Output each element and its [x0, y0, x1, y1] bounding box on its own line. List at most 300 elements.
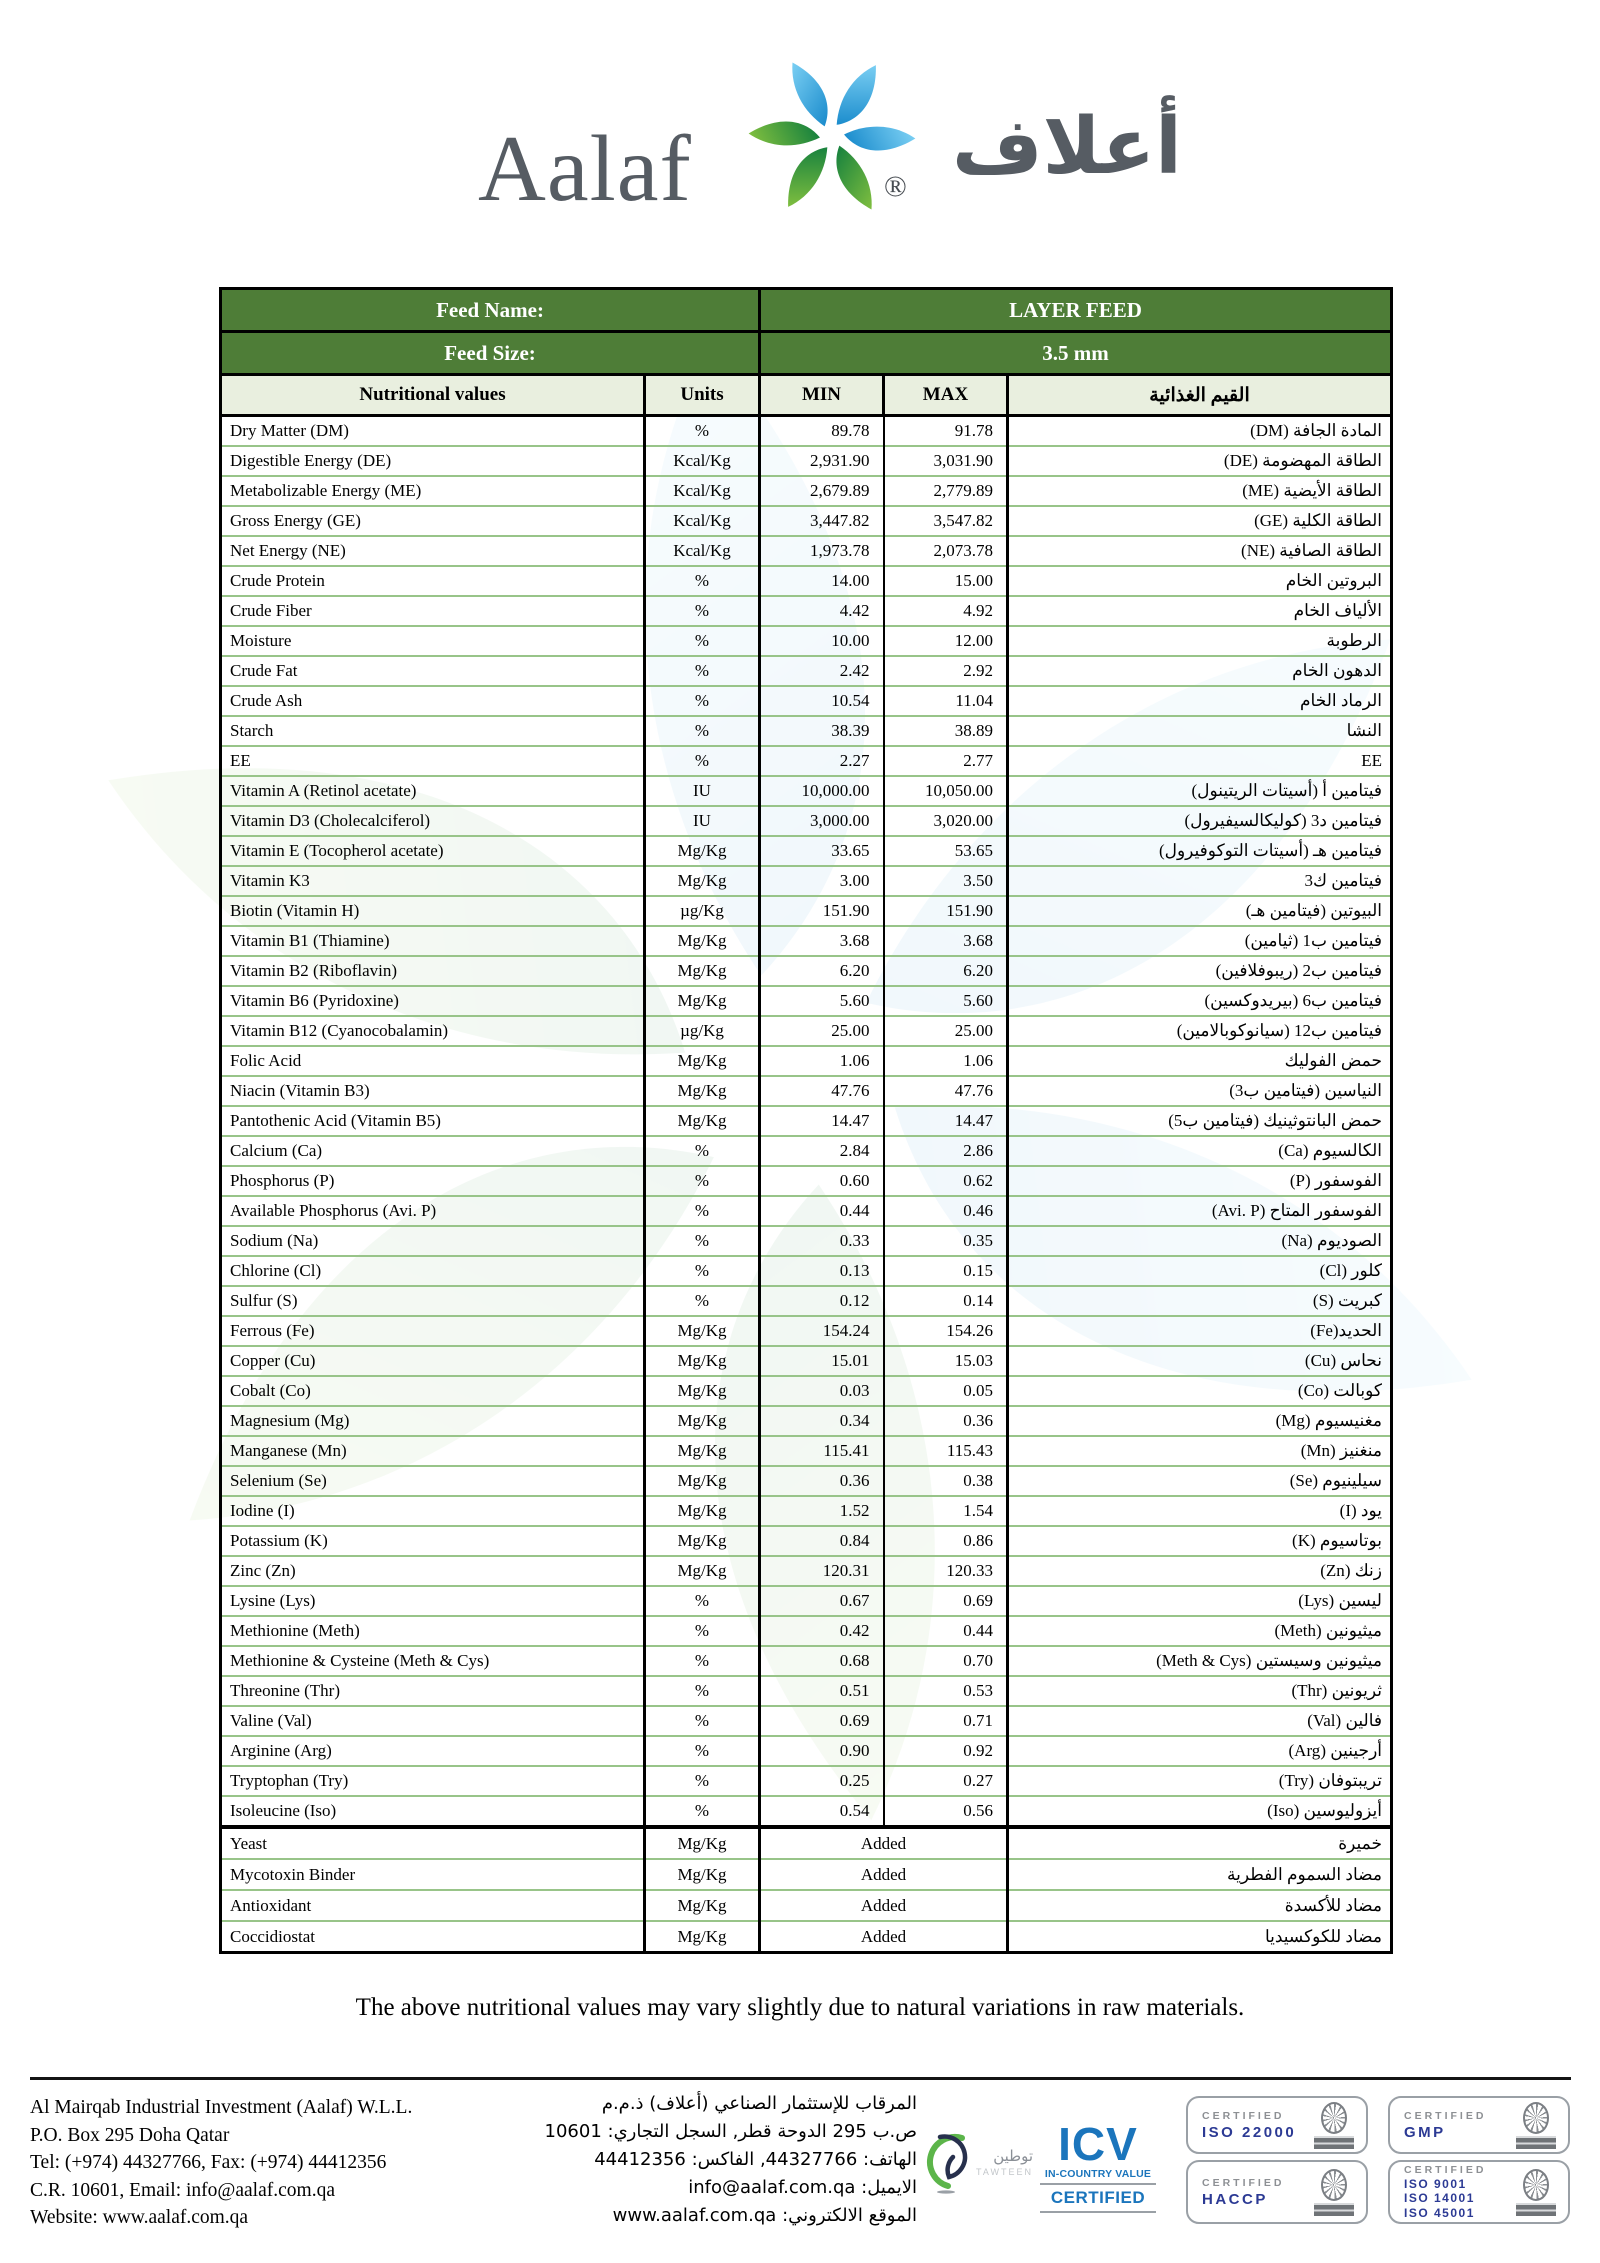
- additive-units: Mg/Kg: [645, 1890, 760, 1921]
- nutrient-units: IU: [645, 806, 760, 836]
- nutrient-name: Metabolizable Energy (ME): [221, 476, 645, 506]
- nutrient-name: Vitamin B2 (Riboflavin): [221, 956, 645, 986]
- icv-certified-logo: [1040, 2118, 1156, 2216]
- nutrient-units: %: [645, 1766, 760, 1796]
- table-row: [221, 1286, 1392, 1316]
- nutrient-min-value: 0.44: [760, 1196, 884, 1226]
- nutrient-arabic-name: فيتامين د3 (كوليكالسيفيرول): [1008, 806, 1392, 836]
- nutrient-units: %: [645, 1166, 760, 1196]
- table-row: [221, 536, 1392, 566]
- nutrient-min-value: 4.42: [760, 596, 884, 626]
- nutrient-units: Mg/Kg: [645, 1436, 760, 1466]
- nutrient-max-value: 2,779.89: [884, 476, 1008, 506]
- certification-badge: [1388, 2160, 1570, 2224]
- nutrient-min-value: 33.65: [760, 836, 884, 866]
- nutrient-arabic-name: النشا: [1008, 716, 1392, 746]
- nutrient-arabic-name: الفوسفور المتاح (Avi. P): [1008, 1196, 1392, 1226]
- nutrient-arabic-name: حمض البانتوثينيك (فيتامين ب5): [1008, 1106, 1392, 1136]
- nutrient-units: µg/Kg: [645, 896, 760, 926]
- nutrient-name: Crude Fat: [221, 656, 645, 686]
- additive-value: Added: [760, 1921, 1008, 1953]
- nutrient-max-value: 14.47: [884, 1106, 1008, 1136]
- table-row: [221, 746, 1392, 776]
- column-header-row: [221, 375, 1392, 416]
- nutrient-max-value: 0.38: [884, 1466, 1008, 1496]
- nutrient-name: Vitamin D3 (Cholecalciferol): [221, 806, 645, 836]
- table-row: [221, 896, 1392, 926]
- feed-name-row: [221, 289, 1392, 332]
- badge-standard-names: ISO 9001 ISO 14001 ISO 45001: [1404, 2177, 1475, 2220]
- nutrient-name: Pantothenic Acid (Vitamin B5): [221, 1106, 645, 1136]
- disclaimer-note: The above nutritional values may vary slightly due to natural variations in raw materials.: [355, 1994, 1245, 2021]
- nutrient-name: Vitamin B6 (Pyridoxine): [221, 986, 645, 1016]
- footer-divider-line: [30, 2077, 1571, 2080]
- nutrient-max-value: 0.92: [884, 1736, 1008, 1766]
- badge-certified-label: CERTIFIED: [1202, 2109, 1285, 2122]
- feed-name-label: Feed Name:: [221, 289, 760, 332]
- badge-standard-names: ISO 22000: [1202, 2123, 1297, 2141]
- table-row: [221, 1226, 1392, 1256]
- nutrient-min-value: 0.67: [760, 1586, 884, 1616]
- nutrient-min-value: 1,973.78: [760, 536, 884, 566]
- nutrient-arabic-name: فيتامين ب2 (ريبوفلافين): [1008, 956, 1392, 986]
- table-header-bands: [221, 289, 1392, 416]
- icv-rule-top: [1040, 2183, 1156, 2185]
- nutrient-arabic-name: الطاقة الكلية (GE): [1008, 506, 1392, 536]
- nutrient-arabic-name: الطاقة الأيضية (ME): [1008, 476, 1392, 506]
- icv-rule-bottom: [1040, 2211, 1156, 2213]
- nutrient-min-value: 115.41: [760, 1436, 884, 1466]
- certification-badge: [1388, 2096, 1570, 2154]
- nutrient-max-value: 12.00: [884, 626, 1008, 656]
- nutrient-name: Biotin (Vitamin H): [221, 896, 645, 926]
- nutrient-min-value: 0.60: [760, 1166, 884, 1196]
- table-row: [221, 956, 1392, 986]
- table-row: [221, 1496, 1392, 1526]
- table-row: [221, 686, 1392, 716]
- footer-arabic-address: [545, 2090, 917, 2230]
- nutrient-units: Mg/Kg: [645, 1346, 760, 1376]
- nutrient-units: Mg/Kg: [645, 956, 760, 986]
- column-header-units: Units: [645, 375, 760, 416]
- nutrient-name: Magnesium (Mg): [221, 1406, 645, 1436]
- nutrient-max-value: 3.50: [884, 866, 1008, 896]
- seal-text-box: [1314, 2136, 1354, 2149]
- nutrient-rows: [221, 416, 1392, 1828]
- additive-name: Coccidiostat: [221, 1921, 645, 1953]
- nutrient-units: µg/Kg: [645, 1016, 760, 1046]
- nutrient-max-value: 3,020.00: [884, 806, 1008, 836]
- nutrient-max-value: 151.90: [884, 896, 1008, 926]
- column-header-max: MAX: [884, 375, 1008, 416]
- nutrient-units: %: [645, 1646, 760, 1676]
- nutrient-min-value: 2.42: [760, 656, 884, 686]
- table-row: [221, 596, 1392, 626]
- nutrient-min-value: 2,679.89: [760, 476, 884, 506]
- table-row: [221, 1406, 1392, 1436]
- nutrient-arabic-name: تريبتوفان (Try): [1008, 1766, 1392, 1796]
- nutrient-min-value: 120.31: [760, 1556, 884, 1586]
- nutrient-units: %: [645, 1616, 760, 1646]
- nutrient-max-value: 10,050.00: [884, 776, 1008, 806]
- bureau-veritas-seal-icon: [1516, 2102, 1556, 2149]
- nutrient-arabic-name: فالين (Val): [1008, 1706, 1392, 1736]
- nutrient-arabic-name: فيتامين ك3: [1008, 866, 1392, 896]
- nutrient-arabic-name: البروتين الخام: [1008, 566, 1392, 596]
- nutrient-arabic-name: الرماد الخام: [1008, 686, 1392, 716]
- nutrient-min-value: 89.78: [760, 416, 884, 447]
- certification-badge: [1186, 2096, 1368, 2154]
- bureau-veritas-seal-icon: [1314, 2169, 1354, 2216]
- bureau-veritas-seal-icon: [1314, 2102, 1354, 2149]
- footer-english-line: Website: www.aalaf.com.qa: [30, 2207, 249, 2228]
- nutrient-name: Net Energy (NE): [221, 536, 645, 566]
- nutrient-min-value: 1.06: [760, 1046, 884, 1076]
- nutrient-min-value: 0.54: [760, 1796, 884, 1827]
- nutrient-units: %: [645, 596, 760, 626]
- nutrient-max-value: 11.04: [884, 686, 1008, 716]
- nutrient-units: %: [645, 626, 760, 656]
- nutrient-arabic-name: حمض الفوليك: [1008, 1046, 1392, 1076]
- table-row: [221, 416, 1392, 447]
- table-row: [221, 1646, 1392, 1676]
- nutrient-max-value: 3.68: [884, 926, 1008, 956]
- nutrient-arabic-name: ليسين (Lys): [1008, 1586, 1392, 1616]
- table-row: [221, 1316, 1392, 1346]
- badge-standard-names: GMP: [1404, 2123, 1446, 2141]
- table-row: [221, 626, 1392, 656]
- table-row: [221, 1706, 1392, 1736]
- certification-badges: [1186, 2096, 1574, 2224]
- nutrient-max-value: 0.86: [884, 1526, 1008, 1556]
- table-row: [221, 1890, 1392, 1921]
- tawteen-pin-icon: [922, 2130, 974, 2196]
- additive-value: Added: [760, 1859, 1008, 1890]
- nutrient-arabic-name: الطاقة الصافية (NE): [1008, 536, 1392, 566]
- nutrient-name: Zinc (Zn): [221, 1556, 645, 1586]
- table-row: [221, 506, 1392, 536]
- nutrient-min-value: 14.47: [760, 1106, 884, 1136]
- bureau-veritas-seal-icon: [1516, 2169, 1556, 2216]
- nutrient-max-value: 0.44: [884, 1616, 1008, 1646]
- nutrient-min-value: 38.39: [760, 716, 884, 746]
- footer-arabic-line: الهاتف: 44327766, الفاكس: 44412356: [594, 2149, 917, 2170]
- nutrient-min-value: 3,000.00: [760, 806, 884, 836]
- nutrient-arabic-name: ثريونين (Thr): [1008, 1676, 1392, 1706]
- nutrient-max-value: 0.70: [884, 1646, 1008, 1676]
- nutrient-arabic-name: أرجينين (Arg): [1008, 1736, 1392, 1766]
- nutrient-name: Chlorine (Cl): [221, 1256, 645, 1286]
- nutrient-name: Digestible Energy (DE): [221, 446, 645, 476]
- additive-arabic-name: مضاد السموم الفطرية: [1008, 1859, 1392, 1890]
- nutrient-min-value: 0.69: [760, 1706, 884, 1736]
- nutrient-name: Vitamin E (Tocopherol acetate): [221, 836, 645, 866]
- nutrient-arabic-name: الحديد(Fe): [1008, 1316, 1392, 1346]
- nutrient-max-value: 0.14: [884, 1286, 1008, 1316]
- nutrient-arabic-name: الكالسيوم (Ca): [1008, 1136, 1392, 1166]
- nutrient-min-value: 2.84: [760, 1136, 884, 1166]
- table-row: [221, 1256, 1392, 1286]
- nutrient-max-value: 53.65: [884, 836, 1008, 866]
- nutrient-name: Crude Ash: [221, 686, 645, 716]
- nutrient-units: Mg/Kg: [645, 1406, 760, 1436]
- footer-arabic-line: الموقع الالكتروني: www.aalaf.com.qa: [612, 2205, 917, 2226]
- table-row: [221, 566, 1392, 596]
- nutrient-max-value: 0.36: [884, 1406, 1008, 1436]
- nutrient-units: Kcal/Kg: [645, 476, 760, 506]
- logo-latin-text: Aalaf: [478, 117, 692, 221]
- nutrient-max-value: 4.92: [884, 596, 1008, 626]
- nutrient-max-value: 25.00: [884, 1016, 1008, 1046]
- nutrient-units: Mg/Kg: [645, 1316, 760, 1346]
- seal-text-box: [1314, 2203, 1354, 2216]
- nutrient-name: Methionine (Meth): [221, 1616, 645, 1646]
- table-row: [221, 1766, 1392, 1796]
- nutrient-name: Phosphorus (P): [221, 1166, 645, 1196]
- nutrient-arabic-name: الطاقة المهضومة (DE): [1008, 446, 1392, 476]
- table-row: [221, 1736, 1392, 1766]
- nutrient-units: Kcal/Kg: [645, 506, 760, 536]
- nutrient-arabic-name: فيتامين أ (أسيتات الريتينول): [1008, 776, 1392, 806]
- nutrient-max-value: 0.05: [884, 1376, 1008, 1406]
- nutrient-name: Threonine (Thr): [221, 1676, 645, 1706]
- table-row: [221, 446, 1392, 476]
- table-row: [221, 1796, 1392, 1827]
- nutrient-min-value: 3,447.82: [760, 506, 884, 536]
- nutrient-arabic-name: أيزوليوسين (Iso): [1008, 1796, 1392, 1827]
- nutrient-units: IU: [645, 776, 760, 806]
- nutrient-max-value: 38.89: [884, 716, 1008, 746]
- nutrient-arabic-name: كبريت (S): [1008, 1286, 1392, 1316]
- nutrient-min-value: 0.33: [760, 1226, 884, 1256]
- additive-units: Mg/Kg: [645, 1827, 760, 1859]
- nutrient-name: Crude Protein: [221, 566, 645, 596]
- nutrient-max-value: 0.35: [884, 1226, 1008, 1256]
- footer-arabic-line: ص.ب 295 الدوحة قطر, السجل التجاري: 10601: [544, 2121, 917, 2142]
- additive-arabic-name: مضاد للكوكسيديا: [1008, 1921, 1392, 1953]
- nutrient-name: Crude Fiber: [221, 596, 645, 626]
- nutrient-max-value: 2.86: [884, 1136, 1008, 1166]
- nutrient-units: %: [645, 1256, 760, 1286]
- nutrient-arabic-name: ميثيونين وسيستين (Meth & Cys): [1008, 1646, 1392, 1676]
- nutrient-units: %: [645, 656, 760, 686]
- nutrient-name: Vitamin B12 (Cyanocobalamin): [221, 1016, 645, 1046]
- nutrient-min-value: 154.24: [760, 1316, 884, 1346]
- nutrient-max-value: 3,547.82: [884, 506, 1008, 536]
- nutrient-max-value: 2,073.78: [884, 536, 1008, 566]
- nutrient-units: Kcal/Kg: [645, 446, 760, 476]
- nutrient-units: Mg/Kg: [645, 1496, 760, 1526]
- additive-value: Added: [760, 1890, 1008, 1921]
- nutrient-min-value: 151.90: [760, 896, 884, 926]
- nutrient-max-value: 115.43: [884, 1436, 1008, 1466]
- logo-arabic-text: أعلاف: [952, 102, 1182, 192]
- nutrient-name: Arginine (Arg): [221, 1736, 645, 1766]
- table-row: [221, 866, 1392, 896]
- table-row: [221, 1016, 1392, 1046]
- nutrient-max-value: 0.56: [884, 1796, 1008, 1827]
- tawteen-arabic-label: توطين: [993, 2147, 1033, 2165]
- nutrient-min-value: 3.68: [760, 926, 884, 956]
- nutrient-max-value: 0.71: [884, 1706, 1008, 1736]
- additive-name: Antioxidant: [221, 1890, 645, 1921]
- additive-arabic-name: خميرة: [1008, 1827, 1392, 1859]
- nutrient-units: %: [645, 716, 760, 746]
- nutrient-name: Lysine (Lys): [221, 1586, 645, 1616]
- icv-title: ICV: [1058, 2118, 1138, 2170]
- nutrient-units: %: [645, 746, 760, 776]
- nutrient-name: Sodium (Na): [221, 1226, 645, 1256]
- nutrient-arabic-name: بوتاسيوم (K): [1008, 1526, 1392, 1556]
- nutrient-arabic-name: نحاس (Cu): [1008, 1346, 1392, 1376]
- badge-standard-names: HACCP: [1202, 2190, 1268, 2208]
- additive-name: Mycotoxin Binder: [221, 1859, 645, 1890]
- nutrient-min-value: 10.54: [760, 686, 884, 716]
- seal-text-box: [1516, 2136, 1556, 2149]
- nutrient-name: Ferrous (Fe): [221, 1316, 645, 1346]
- nutrient-name: Vitamin B1 (Thiamine): [221, 926, 645, 956]
- nutrient-units: Mg/Kg: [645, 1466, 760, 1496]
- table-row: [221, 1376, 1392, 1406]
- table-row: [221, 776, 1392, 806]
- table-row: [221, 986, 1392, 1016]
- nutrient-name: Cobalt (Co): [221, 1376, 645, 1406]
- feed-size-label: Feed Size:: [221, 332, 760, 375]
- table-row: [221, 476, 1392, 506]
- nutrient-units: %: [645, 1136, 760, 1166]
- nutrient-min-value: 47.76: [760, 1076, 884, 1106]
- nutrient-min-value: 14.00: [760, 566, 884, 596]
- additive-value: Added: [760, 1827, 1008, 1859]
- nutrient-name: Dry Matter (DM): [221, 416, 645, 447]
- nutrient-min-value: 25.00: [760, 1016, 884, 1046]
- table-row: [221, 1526, 1392, 1556]
- nutrient-name: Starch: [221, 716, 645, 746]
- nutrient-arabic-name: فيتامين ب6 (بيريدوكسين): [1008, 986, 1392, 1016]
- nutrient-units: %: [645, 566, 760, 596]
- nutrient-min-value: 2.27: [760, 746, 884, 776]
- nutrient-min-value: 0.68: [760, 1646, 884, 1676]
- table-row: [221, 1346, 1392, 1376]
- nutrient-units: %: [645, 1736, 760, 1766]
- nutrient-min-value: 0.03: [760, 1376, 884, 1406]
- nutrient-units: Mg/Kg: [645, 1106, 760, 1136]
- nutrient-arabic-name: البيوتين (فيتامين هـ): [1008, 896, 1392, 926]
- nutrient-units: %: [645, 1226, 760, 1256]
- table-row: [221, 836, 1392, 866]
- table-row: [221, 1859, 1392, 1890]
- table-row: [221, 1586, 1392, 1616]
- nutrient-arabic-name: الرطوبة: [1008, 626, 1392, 656]
- seal-rosette: [1523, 2102, 1549, 2134]
- nutrient-max-value: 0.15: [884, 1256, 1008, 1286]
- tawteen-latin-label: TAWTEEN: [976, 2167, 1033, 2177]
- additive-units: Mg/Kg: [645, 1921, 760, 1953]
- nutrient-name: Folic Acid: [221, 1046, 645, 1076]
- nutrient-units: Mg/Kg: [645, 1526, 760, 1556]
- nutrient-units: %: [645, 1286, 760, 1316]
- table-row: [221, 1076, 1392, 1106]
- nutrient-arabic-name: كلور (Cl): [1008, 1256, 1392, 1286]
- nutrient-min-value: 0.36: [760, 1466, 884, 1496]
- nutrient-max-value: 91.78: [884, 416, 1008, 447]
- nutrient-arabic-name: الفوسفور (P): [1008, 1166, 1392, 1196]
- nutrient-max-value: 15.03: [884, 1346, 1008, 1376]
- table-row: [221, 1556, 1392, 1586]
- nutrient-arabic-name: الدهون الخام: [1008, 656, 1392, 686]
- table-row: [221, 1616, 1392, 1646]
- nutrient-units: %: [645, 1196, 760, 1226]
- table-row: [221, 1046, 1392, 1076]
- footer-arabic-line: الايميل: info@aalaf.com.qa: [688, 2177, 917, 2198]
- certification-badge: [1186, 2160, 1368, 2224]
- nutrient-arabic-name: زنك (Zn): [1008, 1556, 1392, 1586]
- nutrient-min-value: 10,000.00: [760, 776, 884, 806]
- nutrient-max-value: 1.54: [884, 1496, 1008, 1526]
- nutrient-min-value: 0.34: [760, 1406, 884, 1436]
- table-row: [221, 1676, 1392, 1706]
- nutrient-min-value: 2,931.90: [760, 446, 884, 476]
- nutrient-name: Iodine (I): [221, 1496, 645, 1526]
- nutrient-max-value: 6.20: [884, 956, 1008, 986]
- table-row: [221, 1466, 1392, 1496]
- nutrient-min-value: 3.00: [760, 866, 884, 896]
- additive-rows: [221, 1827, 1392, 1953]
- table-row: [221, 926, 1392, 956]
- nutrient-name: Vitamin A (Retinol acetate): [221, 776, 645, 806]
- nutrient-name: Sulfur (S): [221, 1286, 645, 1316]
- badge-certified-label: CERTIFIED: [1404, 2164, 1487, 2176]
- nutrient-name: Tryptophan (Try): [221, 1766, 645, 1796]
- additive-name: Yeast: [221, 1827, 645, 1859]
- nutrient-min-value: 15.01: [760, 1346, 884, 1376]
- nutrient-min-value: 0.42: [760, 1616, 884, 1646]
- nutrient-units: %: [645, 1586, 760, 1616]
- seal-text-box: [1516, 2203, 1556, 2216]
- footer-english-line: P.O. Box 295 Doha Qatar: [30, 2124, 230, 2146]
- feed-size-value: 3.5 mm: [760, 332, 1392, 375]
- nutrient-units: Mg/Kg: [645, 1046, 760, 1076]
- nutrient-name: Isoleucine (Iso): [221, 1796, 645, 1827]
- table-row: [221, 1921, 1392, 1953]
- nutrient-name: Available Phosphorus (Avi. P): [221, 1196, 645, 1226]
- nutrient-max-value: 0.46: [884, 1196, 1008, 1226]
- nutrient-min-value: 0.90: [760, 1736, 884, 1766]
- nutrient-units: %: [645, 1706, 760, 1736]
- registered-trademark-symbol: ®: [884, 170, 907, 203]
- nutrient-min-value: 6.20: [760, 956, 884, 986]
- nutrient-name: Valine (Val): [221, 1706, 645, 1736]
- nutrient-arabic-name: مغنيسيوم (Mg): [1008, 1406, 1392, 1436]
- nutrient-arabic-name: يود (I): [1008, 1496, 1392, 1526]
- column-header-min: MIN: [760, 375, 884, 416]
- column-header-name: Nutritional values: [221, 375, 645, 416]
- nutrient-units: %: [645, 1676, 760, 1706]
- nutrient-max-value: 0.53: [884, 1676, 1008, 1706]
- nutrient-units: Mg/Kg: [645, 836, 760, 866]
- nutrient-max-value: 120.33: [884, 1556, 1008, 1586]
- table-row: [221, 716, 1392, 746]
- table-row: [221, 656, 1392, 686]
- nutrient-name: EE: [221, 746, 645, 776]
- table-row: [221, 1196, 1392, 1226]
- nutrient-units: Mg/Kg: [645, 926, 760, 956]
- nutrient-min-value: 0.25: [760, 1766, 884, 1796]
- nutrient-max-value: 0.62: [884, 1166, 1008, 1196]
- nutritional-values-table: [219, 287, 1393, 1954]
- feed-name-value: LAYER FEED: [760, 289, 1392, 332]
- seal-rosette: [1321, 2169, 1347, 2201]
